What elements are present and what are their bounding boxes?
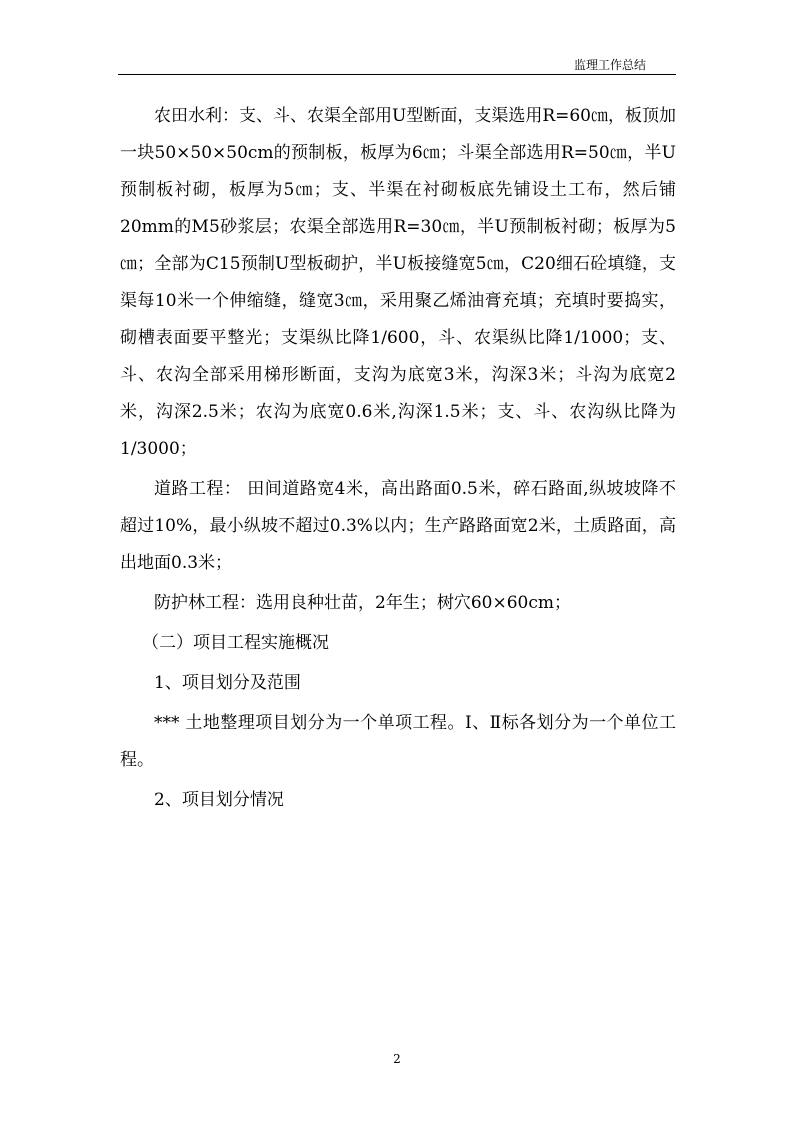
section-heading-2: （二）项目工程实施概况 xyxy=(142,633,329,653)
paragraph-division: *** 土地整理项目划分为一个单项工程。Ⅰ、Ⅱ标各划分为一个单位工程。 xyxy=(120,713,676,770)
item-heading-1: 1、项目划分及范围 xyxy=(154,673,301,693)
page-header xyxy=(118,46,676,75)
paragraph-road: 道路工程： 田间道路宽4米，高出路面0.5米，碎石路面,纵坡坡降不超过10%，最小纵坡不超过0.3%以内；生产路路面宽2米，土质路面，高出地面0.3米； xyxy=(120,479,676,573)
item-heading-2: 2、项目划分情况 xyxy=(154,790,284,810)
document-body xyxy=(120,98,676,819)
paragraph-irrigation: 农田水利：支、斗、农渠全部用U型断面，支渠选用R=60㎝，板顶加一块50×50×50cm的预制板，板厚为6㎝；斗渠全部选用R=50㎝，半U预制板衬砌，板厚为5㎝；支、半渠在衬砌板底先铺设土工布，然后铺20mm的M5砂浆层；农渠全部选用R=30㎝，半U预制板衬砌；板厚为5㎝；全部为C15预制U型板砌护，半U板接缝宽5㎝，C20细石砼填缝，支渠每10米一个伸缩缝，缝宽3㎝，采用聚乙烯油膏充填；充填时要捣实，砌槽表面要平整光；支渠纵比降1/600，斗、农渠纵比降1/1000；支、斗、农沟全部采用梯形断面，支沟为底宽3米，沟深3米；斗沟为底宽2米，沟深2.5米；农沟为底宽0.6米,沟深1.5米；支、斗、农沟纵比降为1/3000； xyxy=(120,106,677,459)
paragraph-forest: 防护林工程：选用良种壮苗，2年生；树穴60×60cm； xyxy=(154,593,571,613)
header-title: 监理工作总结 xyxy=(573,58,646,72)
page-number: 2 xyxy=(393,1052,401,1066)
